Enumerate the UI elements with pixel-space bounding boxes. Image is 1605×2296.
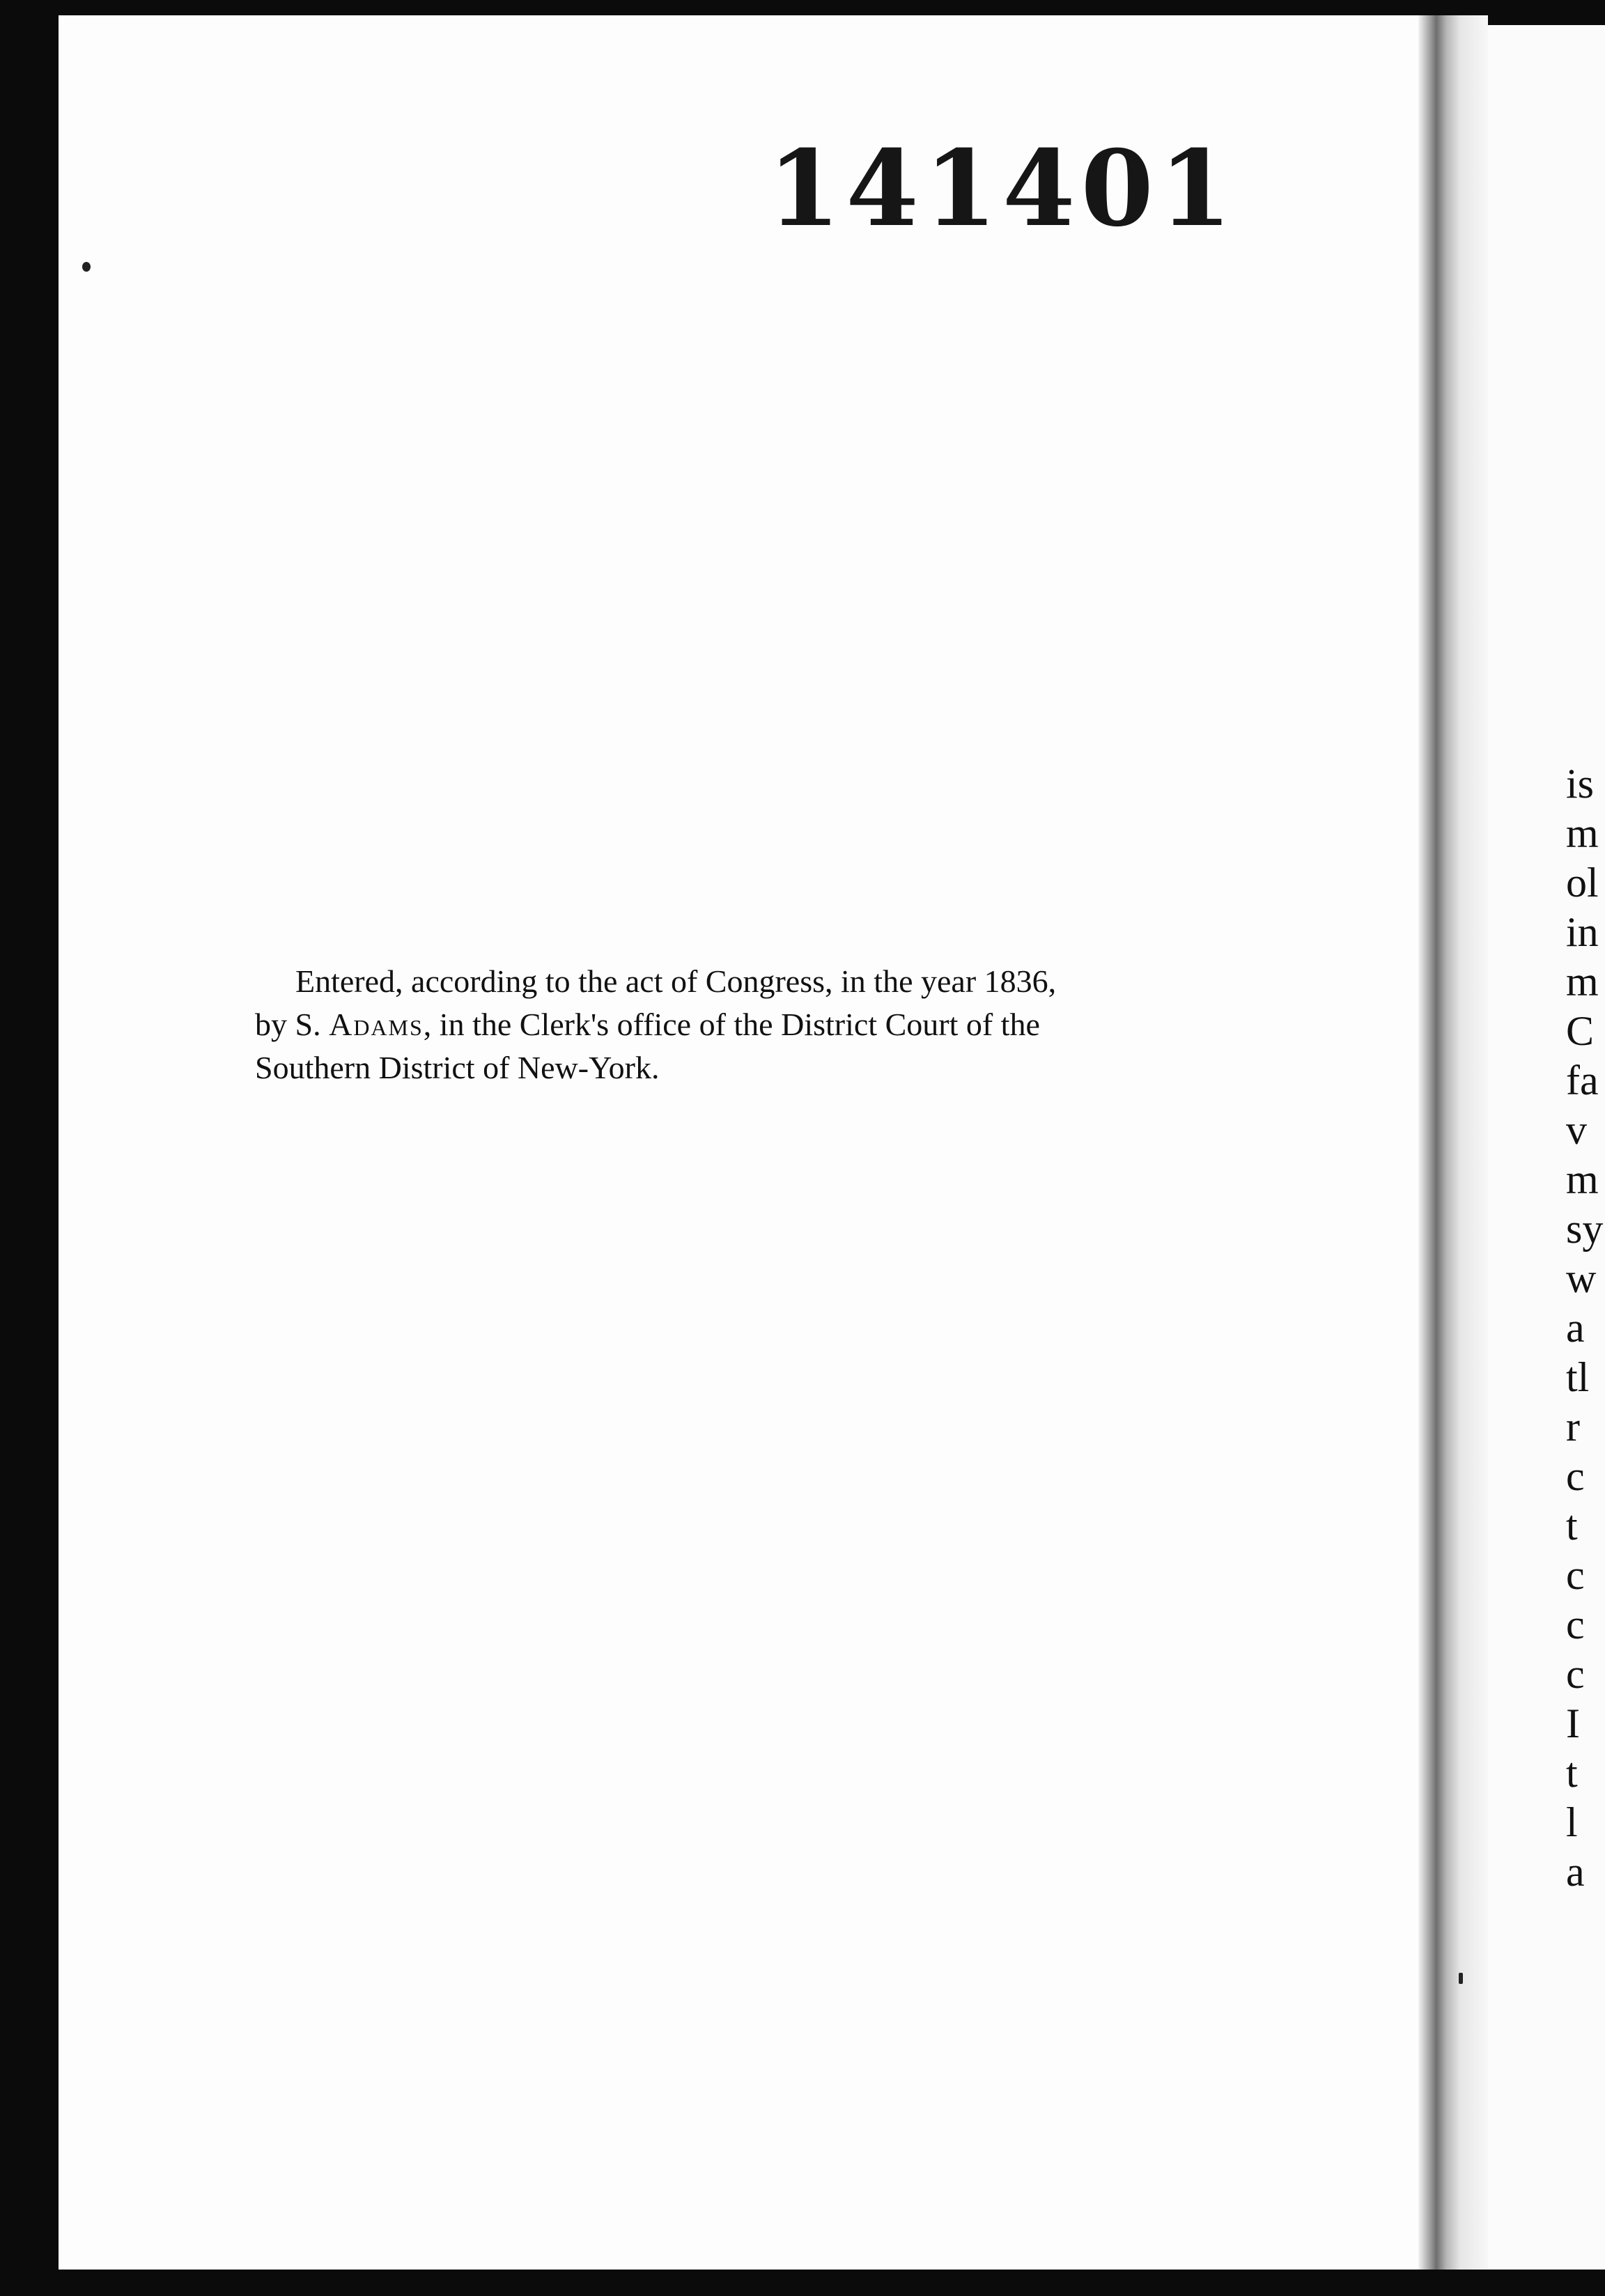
fragment-line: C [1566,1008,1595,1054]
fragment-line: fa [1566,1057,1599,1103]
fragment-line: is [1566,761,1595,807]
fragment-line: r [1566,1404,1580,1450]
fragment-line: tl [1566,1354,1590,1400]
left-page [59,15,1424,2270]
fragment-line: ol [1566,860,1599,906]
fragment-line: I [1566,1700,1580,1746]
fragment-line: v [1566,1107,1587,1153]
fragment-line: l [1566,1799,1578,1845]
fragment-line: t [1566,1503,1578,1549]
ink-speck [82,262,91,272]
fragment-line: c [1566,1651,1585,1697]
copyright-line-2: by S. Adams, in the Clerk's office of the District Court of the [255,1007,1040,1042]
copyright-line-3: Southern District of New-York. [255,1050,660,1085]
fragment-line: t [1566,1750,1578,1796]
fragment-line: w [1566,1255,1597,1301]
copyright-notice [255,960,1314,1089]
fragment-line: m [1566,1156,1599,1202]
copyright-line-1: Entered, according to the act of Congress, in the year 1836, [295,963,1057,999]
fragment-line: m [1566,810,1599,856]
library-stamp-number: 141401 [768,127,1238,250]
fragment-line: in [1566,909,1599,955]
facing-page-text-fragments [1566,759,1603,1897]
fragment-line: c [1566,1601,1585,1647]
author-name: Adams [329,1007,424,1042]
fragment-line: a [1566,1849,1585,1895]
fragment-line: c [1566,1552,1585,1598]
fragment-line: c [1566,1453,1585,1499]
book-gutter [1418,15,1488,2270]
fragment-line: a [1566,1305,1585,1351]
ink-speck [1459,1973,1463,1984]
fragment-line: sy [1566,1206,1604,1252]
fragment-line: m [1566,959,1599,1004]
